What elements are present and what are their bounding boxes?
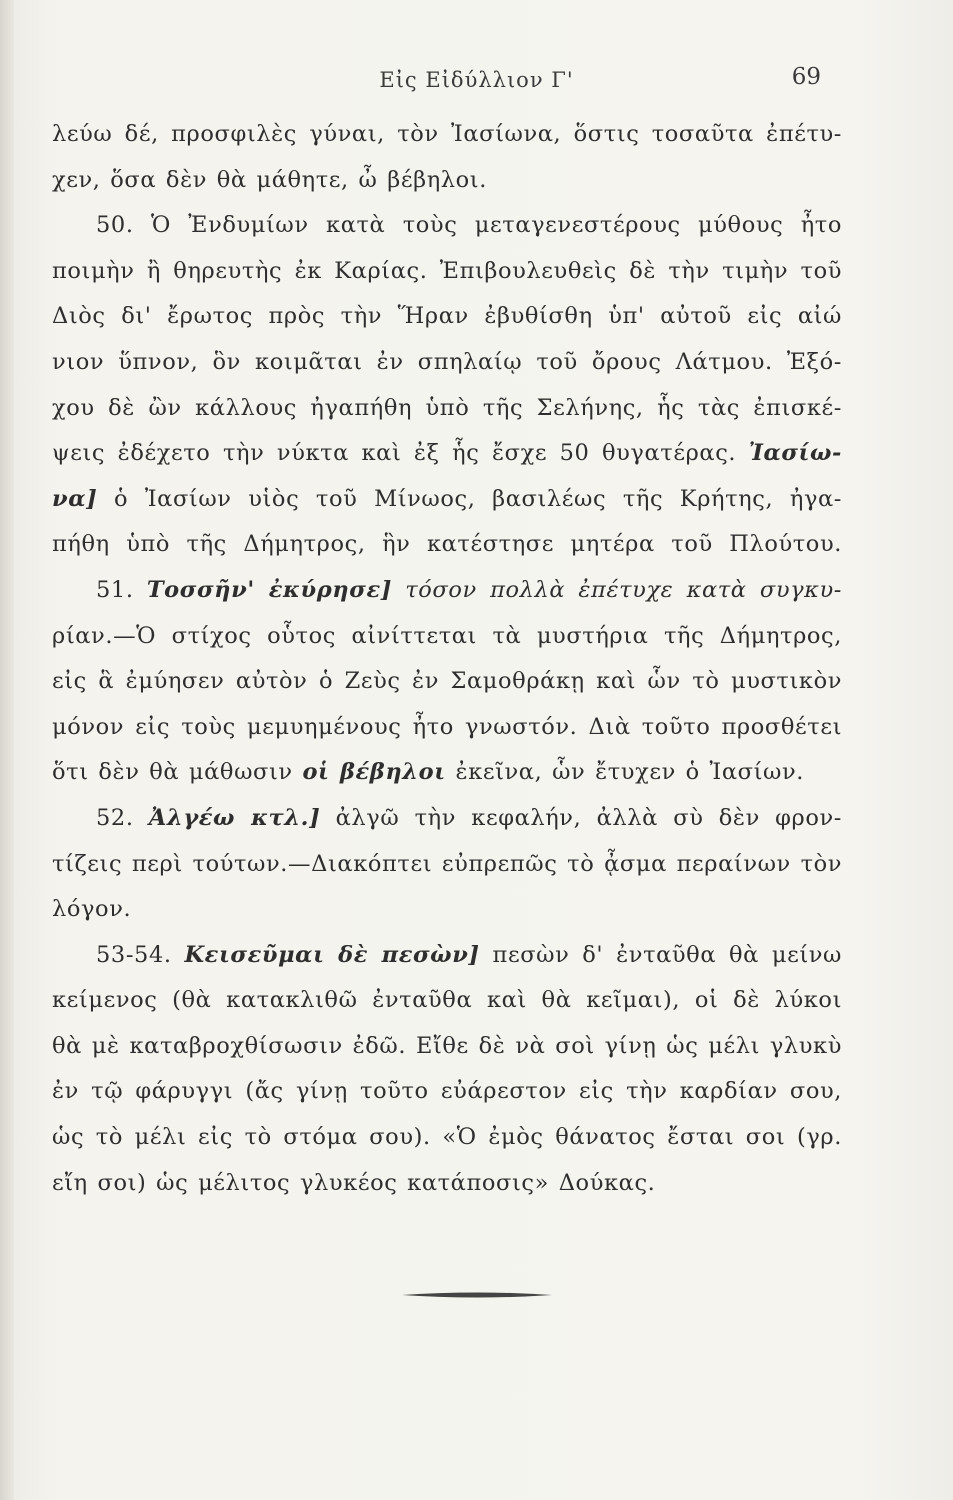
text-line-18: λόγον. <box>52 896 132 923</box>
commentary-body <box>52 112 842 1206</box>
lemma-iasiona-end: να] <box>52 485 98 512</box>
text-line-2: χεν, ὅσα δὲν θὰ μάθητε, ὦ βέβηλοι. <box>52 166 487 193</box>
text-line-20: κείμενος (θὰ κατακλιθῶ ἐνταῦθα καὶ θὰ κεῖμαι), οἱ δὲ λύκοι <box>52 987 842 1014</box>
text-line-17: τίζεις περὶ τούτων.—Διακόπτει εὐπρεπῶς τὸ ᾆσμα περαίνων τὸν <box>52 850 843 877</box>
text-line-21: θὰ μὲ καταβροχθίσωσιν ἐδῶ. Εἴθε δὲ νὰ σοὶ γίνῃ ὡς μέλι γλυκὺ <box>52 1032 842 1059</box>
text-line-6: νιον ὕπνον, ὃν κοιμᾶται ἐν σπηλαίῳ τοῦ ὄρους Λάτμου. Ἐξό- <box>52 348 842 375</box>
page-number: 69 <box>791 64 821 90</box>
text-line-10: πήθη ὑπὸ τῆς Δήμητρος, ἣν κατέστησε μητέρα τοῦ Πλούτου. <box>52 531 842 558</box>
ornamental-rule <box>0 1290 953 1300</box>
text-line-13: εἰς ἃ ἐμύησεν αὐτὸν ὁ Ζεὺς ἐν Σαμοθράκῃ καὶ ὧν τὸ μυστικὸν <box>52 668 842 695</box>
emphasis-bebeloi: οἱ βέβηλοι <box>302 759 446 786</box>
text-line-23: ὡς τὸ μέλι εἰς τὸ στόμα σου). «Ὁ ἐμὸς θάνατος ἔσται σοι (γρ. <box>52 1124 842 1151</box>
text-line-19: 53-54. Κεισεῦμαι δὲ πεσὼν] πεσὼν δ' ἐνταῦθα θὰ μείνω <box>96 941 842 968</box>
text-line-16: 52. Ἀλγέω κτλ.] ἀλγῶ τὴν κεφαλήν, ἀλλὰ σὺ δὲν φρον- <box>96 804 842 831</box>
text-line-7: χου δὲ ὢν κάλλους ἠγαπήθη ὑπὸ τῆς Σελήνης, ἧς τὰς ἐπισκέ- <box>52 394 842 421</box>
text-line-4: ποιμὴν ἢ θηρευτὴς ἐκ Καρίας. Ἐπιβουλευθεὶς δὲ τὴν τιμὴν τοῦ <box>52 257 842 284</box>
text-line-9: να] ὁ Ἰασίων υἱὸς τοῦ Μίνωος, βασιλέως τῆς Κρήτης, ἠγα- <box>52 485 842 512</box>
text-line-8: ψεις ἐδέχετο τὴν νύκτα καὶ ἐξ ἧς ἔσχε 50 θυγατέρας. Ἰασίω- <box>52 440 842 467</box>
ornamental-rule-icon <box>402 1291 552 1299</box>
text-line-1: λεύω δέ, προσφιλὲς γύναι, τὸν Ἰασίωνα, ὅστις τοσαῦτα ἐπέτυ- <box>52 121 842 147</box>
text-line-5: Διὸς δι' ἔρωτος πρὸς τὴν Ἥραν ἐβυθίσθη ὑπ' αὐτοῦ εἰς αἰώ <box>52 303 842 330</box>
page-gutter-shadow <box>0 0 14 1500</box>
text-line-15: ὅτι δὲν θὰ μάθωσιν οἱ βέβηλοι ἐκεῖνα, ὧν ἔτυχεν ὁ Ἰασίων. <box>52 759 804 786</box>
text-line-11: 51. Τοσσῆν' ἐκύρησε] τόσον πολλὰ ἐπέτυχε κατὰ συγκυ- <box>96 576 842 603</box>
lemma-iasiona: Ἰασίω- <box>748 440 842 467</box>
text-line-3: 50. Ὁ Ἐνδυμίων κατὰ τοὺς μεταγενεστέρους μύθους ἦτο <box>96 212 842 239</box>
running-header-title: Εἰς Εἰδύλλιον Γ' <box>379 68 574 92</box>
lemma-keiseumai: Κεισεῦμαι δὲ πεσὼν] <box>184 941 480 968</box>
text-line-22: ἐν τῷ φάρυγγι (ἄς γίνῃ τοῦτο εὐάρεστον εἰς τὴν καρδίαν σου, <box>52 1078 842 1105</box>
text-line-14: μόνον εἰς τοὺς μεμυημένους ἦτο γνωστόν. Διὰ τοῦτο προσθέτει <box>52 713 842 740</box>
lemma-algeo: Ἀλγέω κτλ.] <box>148 804 321 831</box>
text-line-12: ρίαν.—Ὁ στίχος οὗτος αἰνίττεται τὰ μυστήρια τῆς Δήμητρος, <box>52 622 842 649</box>
text-line-24: εἴη σοι) ὡς μέλιτος γλυκέος κατάποσις» Δούκας. <box>52 1169 656 1196</box>
lemma-tossen: Τοσσῆν' ἐκύρησε] <box>146 576 392 603</box>
